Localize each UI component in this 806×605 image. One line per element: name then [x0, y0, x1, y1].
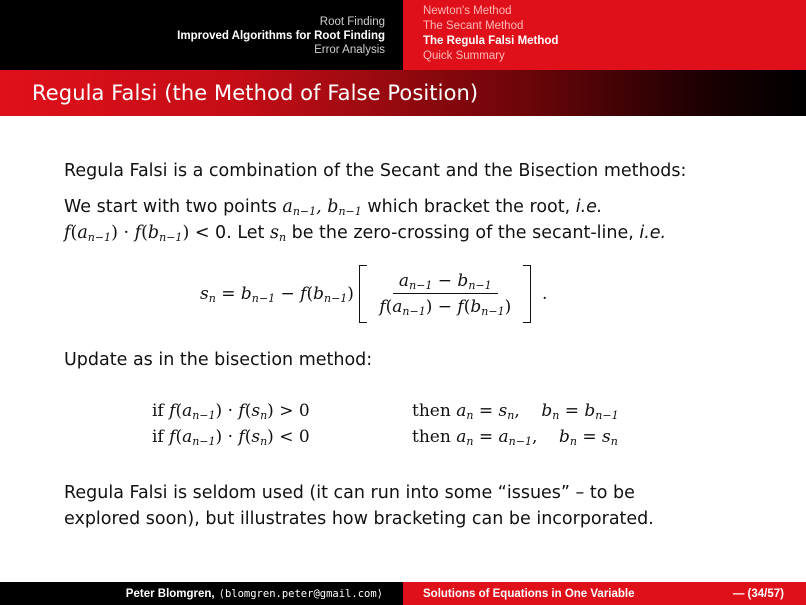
nav-subsection-secant-method[interactable]: The Secant Method — [423, 20, 524, 32]
bracketed-fraction: $\frac{a_{n-1} - b_{n-1}}{f(a_{n-1}) - f(b_{n-1})}$ — [359, 264, 531, 324]
case-positive: if $f(a_{n-1}) \cdot f(s_n) > 0$ then $a_n = s_n$, $b_n = b_{n-1}$ — [152, 401, 619, 422]
nav-section-root-finding[interactable]: Root Finding — [319, 16, 385, 28]
slide-title: Regula Falsi (the Method of False Position) — [32, 81, 479, 105]
nav-subsection-regula-falsi[interactable]: The Regula Falsi Method — [423, 35, 559, 47]
header-navigation — [0, 0, 806, 70]
condition-paragraph: $f(a_{n-1}) \cdot f(b_{n-1}) < 0$. Let $s_n$ be the zero-crossing of the secant-line, i.e. — [64, 223, 667, 244]
section-nav — [0, 0, 403, 70]
intro-paragraph: Regula Falsi is a combination of the Secant and the Bisection methods: — [64, 161, 687, 181]
subsection-nav — [403, 0, 806, 70]
regula-falsi-formula: $s_n$ = $b_{n-1}$ − $f(b_{n-1})$ $\frac{a_{n-1} - b_{n-1}}{f(a_{n-1}) - f(b_{n-1})}$ . — [200, 262, 547, 326]
update-label: Update as in the bisection method: — [64, 350, 373, 370]
footer-email: ⟨blomgren.peter@gmail.com⟩ — [218, 587, 383, 600]
case-negative: if $f(a_{n-1}) \cdot f(s_n) < 0$ then $a_n = a_{n-1}$, $b_n = s_n$ — [152, 427, 618, 448]
nav-subsection-newtons-method[interactable]: Newton's Method — [423, 5, 512, 17]
nav-section-error-analysis[interactable]: Error Analysis — [314, 44, 385, 56]
footer-course-title: Solutions of Equations in One Variable — [423, 587, 635, 600]
footer-page-number: — (34/57) — [732, 587, 784, 600]
conclusion-paragraph: Regula Falsi is seldom used (it can run into some “issues” – to be explored soon), but illustrates how bracketing can be incorporated. — [64, 483, 654, 529]
slide-title-bar — [0, 70, 806, 116]
math-a-b-prev: $a_{n-1}$, $b_{n-1}$ — [282, 197, 362, 218]
nav-subsection-quick-summary[interactable]: Quick Summary — [423, 50, 505, 62]
footer-author: Peter Blomgren, ⟨blomgren.peter@gmail.com⟩ — [0, 582, 403, 605]
slide-footer — [0, 582, 806, 605]
math-sn: $s_n$ — [269, 223, 287, 244]
start-paragraph: We start with two points $a_{n-1}$, $b_{n-1}$ which bracket the root, i.e. — [64, 197, 603, 218]
math-product-condition: $f(a_{n-1}) \cdot f(b_{n-1})$ — [64, 223, 190, 244]
update-cases — [152, 398, 712, 450]
footer-course — [403, 582, 806, 605]
nav-section-improved-algorithms[interactable]: Improved Algorithms for Root Finding — [177, 30, 385, 42]
